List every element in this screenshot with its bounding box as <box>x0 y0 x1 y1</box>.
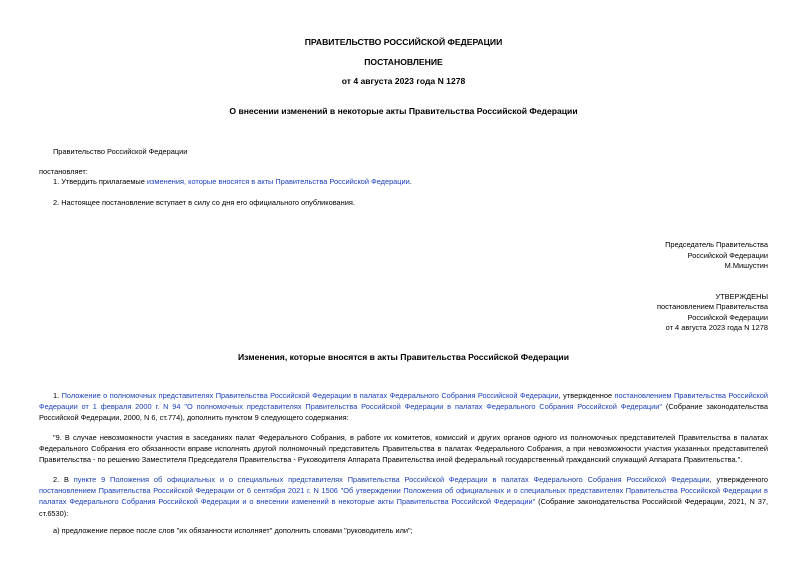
sub-item-a: а) предложение первое после слов "их обязанности исполняет" дополнить словами "руководитель или"; <box>53 526 413 535</box>
signature-line-1: Председатель Правительства <box>665 240 768 249</box>
item-2: 2. Настоящее постановление вступает в силу со дня его официального опубликования. <box>53 198 355 207</box>
doc-type: ПОСТАНОВЛЕНИЕ <box>364 57 443 67</box>
resolution-link-2[interactable]: постановлением Правительства Российской Федерации от 6 сентября 2021 г. N 1506 "Об утверждении Положения об официальных и о специальных представителях Правительства Российской Федерации в палатах Федерального Собрания Российской Федерации и о внесении изменений в некоторые акты Правительства Российской Федерации" <box>39 486 768 507</box>
changes-link[interactable]: изменения, которые вносятся в акты Правительства Российской Федерации <box>146 177 410 186</box>
item-1-text: 1. Утвердить прилагаемые <box>53 177 147 186</box>
item-1-end: . <box>409 177 412 186</box>
changes-title: Изменения, которые вносятся в акты Правительства Российской Федерации <box>237 352 569 362</box>
p2-text-2: (Собрание законодательства Российской Федерации, 2021, N 37, ст.6530): <box>39 497 769 518</box>
change-paragraph-1 <box>39 390 768 424</box>
doc-date: от 4 августа 2023 года N 1278 <box>341 76 466 86</box>
issuer: Правительство Российской Федерации <box>53 147 188 156</box>
signature-line-3: М.Мишустин <box>724 261 768 270</box>
p2-text-1: , утвержденного <box>709 475 768 484</box>
doc-title: О внесении изменений в некоторые акты Правительства Российской Федерации <box>229 106 578 116</box>
p1-text-1: , утвержденное <box>558 391 615 400</box>
item-1 <box>53 177 412 186</box>
resolution-link-1[interactable]: постановлением Правительства Российской Федерации от 1 февраля 2000 г. N 94 "О полномочных представителях Правительства Российской Федерации в палатах Федерального Собрания Российской Федерации" <box>39 391 768 412</box>
p1-num: 1. <box>53 391 62 400</box>
approved-line-2: постановлением Правительства <box>657 302 768 311</box>
regulation-link-1[interactable]: Положение о полномочных представителях Правительства Российской Федерации в палатах Федерального Собрания Российской Федерации <box>61 391 559 400</box>
approved-line-1: УТВЕРЖДЕНЫ <box>715 292 768 301</box>
regulation-link-2[interactable]: пункте 9 Положения об официальных и о специальных представителях Правительства Российской Федерации в палатах Федерального Собрания Российской Федерации <box>73 475 710 484</box>
change-paragraph-2 <box>39 474 768 519</box>
gov-heading: ПРАВИТЕЛЬСТВО РОССИЙСКОЙ ФЕДЕРАЦИИ <box>304 37 503 47</box>
decides-label: постановляет: <box>39 167 88 176</box>
quote-paragraph: "9. В случае невозможности участия в заседаниях палат Федерального Собрания, в работе их комитетов, комиссий и других органов одного из полномочных представителей Правительства в палатах Федерального Собрания его обязанности вправе исполнять другой полномочный представитель Правительства в палатах Федерального Собрания, а при невозможности участия указанных представителей Правительства - по решению Заместителя Председателя Правительства - Руководителя Аппарата Правительства иной федеральный государственный гражданский служащий Аппарата Правительства.". <box>39 433 768 465</box>
approved-line-3: Российской Федерации <box>687 313 768 322</box>
approved-line-4: от 4 августа 2023 года N 1278 <box>665 323 768 332</box>
p1-text-2: (Собрание законодательства Российской Федерации, 2000, N 6, ст.774), дополнить пунктом 9 следующего содержания: <box>39 402 768 423</box>
p2-num: 2. В <box>53 475 74 484</box>
signature-line-2: Российской Федерации <box>687 251 768 260</box>
